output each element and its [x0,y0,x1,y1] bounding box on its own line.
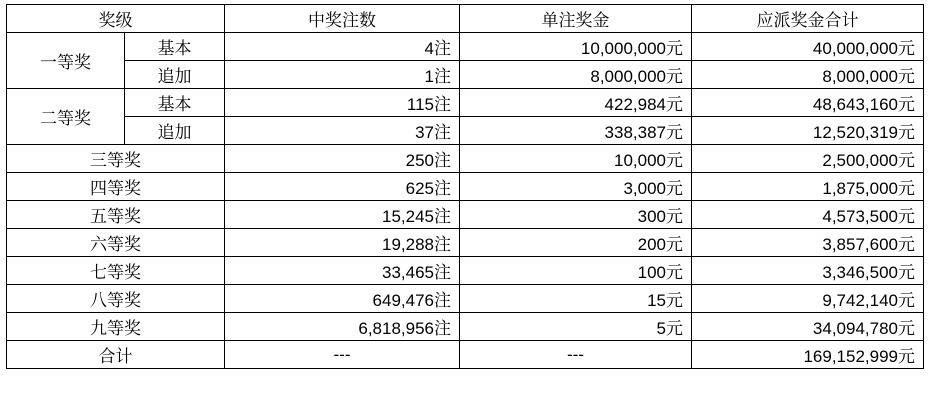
winning-count: 649,476注 [225,285,460,313]
grade-sub-label: 基本 [125,33,225,61]
prize-total: 40,000,000元 [692,33,924,61]
prize-per-bet: 15元 [460,285,692,313]
prize-total: 48,643,160元 [692,89,924,117]
winning-count: 250注 [225,145,460,173]
table-row [7,33,924,61]
prize-per-bet: 10,000,000元 [460,33,692,61]
table-row [7,117,924,145]
winning-count: 19,288注 [225,229,460,257]
table-row [7,89,924,117]
prize-total: 4,573,500元 [692,201,924,229]
grade-sub-label: 追加 [125,117,225,145]
winning-count: 115注 [225,89,460,117]
winning-count: 6,818,956注 [225,313,460,341]
prize-breakdown-table [6,4,924,369]
table-row [7,285,924,313]
winning-count: 33,465注 [225,257,460,285]
prize-per-bet: 5元 [460,313,692,341]
winning-count: 1注 [225,61,460,89]
grade-label: 四等奖 [7,173,225,201]
table-row [7,201,924,229]
prize-per-bet: 338,387元 [460,117,692,145]
winning-count: 625注 [225,173,460,201]
prize-total: 34,094,780元 [692,313,924,341]
prize-per-bet: 200元 [460,229,692,257]
column-header-prize: 单注奖金 [460,5,692,33]
column-header-total: 应派奖金合计 [692,5,924,33]
winning-count: 4注 [225,33,460,61]
grade-label: 七等奖 [7,257,225,285]
prize-per-bet-total: --- [460,341,692,369]
table-row [7,229,924,257]
prize-total: 3,346,500元 [692,257,924,285]
winning-count: 37注 [225,117,460,145]
prize-total: 2,500,000元 [692,145,924,173]
prize-total: 12,520,319元 [692,117,924,145]
grade-label: 九等奖 [7,313,225,341]
table-total-row [7,341,924,369]
prize-per-bet: 3,000元 [460,173,692,201]
table-row [7,313,924,341]
grade-label: 六等奖 [7,229,225,257]
prize-per-bet: 10,000元 [460,145,692,173]
grade-label: 一等奖 [7,33,125,89]
grade-sub-label: 追加 [125,61,225,89]
table-row [7,173,924,201]
prize-total-sum: 169,152,999元 [692,341,924,369]
column-header-grade: 奖级 [7,5,225,33]
grade-sub-label: 基本 [125,89,225,117]
table-header-row [7,5,924,33]
prize-total: 9,742,140元 [692,285,924,313]
prize-per-bet: 300元 [460,201,692,229]
table-row [7,257,924,285]
table-row [7,145,924,173]
grade-label: 八等奖 [7,285,225,313]
grade-label: 二等奖 [7,89,125,145]
prize-total: 1,875,000元 [692,173,924,201]
prize-total: 3,857,600元 [692,229,924,257]
prize-per-bet: 422,984元 [460,89,692,117]
winning-count-total: --- [225,341,460,369]
prize-total: 8,000,000元 [692,61,924,89]
grade-label-total: 合计 [7,341,225,369]
prize-per-bet: 100元 [460,257,692,285]
prize-per-bet: 8,000,000元 [460,61,692,89]
table-row [7,61,924,89]
winning-count: 15,245注 [225,201,460,229]
grade-label: 三等奖 [7,145,225,173]
grade-label: 五等奖 [7,201,225,229]
column-header-count: 中奖注数 [225,5,460,33]
